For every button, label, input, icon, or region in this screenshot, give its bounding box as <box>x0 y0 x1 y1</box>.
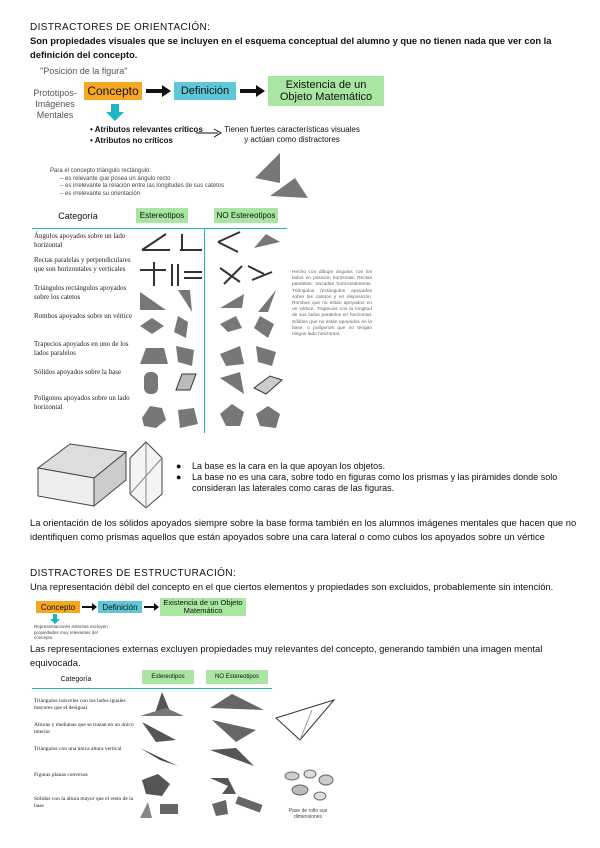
triangle-outline-illustration <box>272 696 340 744</box>
coins-illustration <box>282 768 336 808</box>
section-heading-structuring: DISTRACTORES DE ESTRUCTURACIÓN: <box>30 568 237 579</box>
diagram2-note: Representaciones externas excluyen propiedades muy relevantes del concepto <box>34 624 108 640</box>
section-heading-orientation: DISTRACTORES DE ORIENTACIÓN: <box>30 22 211 33</box>
structuring-table <box>32 670 272 820</box>
table-row-label: Trapecios apoyados en uno de los lados paralelos <box>34 340 129 357</box>
table-row-label: Sólidos con la altura mayor que el resto de la base <box>34 796 134 809</box>
existence-box: Existencia de un Objeto Matemático <box>268 76 384 106</box>
list-item: ● La base no es una cara, sobre todo en figuras como los prismas y las pirámides donde solo consideran las laterales como caras de las figuras. <box>176 472 576 494</box>
attribute-not-critical: • Atributos no críticos <box>90 136 173 145</box>
arrow-right-icon <box>240 84 266 98</box>
list-item-text: La base es la cara en la que apoyan los objetos. <box>192 461 386 471</box>
table-header-non-stereotypes: NO Estereotipos <box>206 670 268 684</box>
table-row-label: Triángulos isósceles con los lados iguales mayores que el desigual <box>34 698 126 711</box>
note-line-text: es relevante que posea un ángulo recto <box>65 175 171 182</box>
table-row-label: Triángulos con una única altura vertical <box>34 746 122 752</box>
arrow-down-icon <box>50 614 60 624</box>
definition-box: Definición <box>174 82 236 100</box>
table-header-stereotypes: Estereotipos <box>142 670 194 684</box>
table-row-label: Polígonos apoyados sobre un lado horizontal <box>34 394 130 411</box>
arrow-right-icon <box>82 602 98 612</box>
solids-bullet-list <box>176 461 576 494</box>
structuring-shapes <box>136 690 272 820</box>
table-row-label: Sólidos apoyados sobre la base <box>34 368 122 376</box>
note-line-text: es irrelevante su orientación <box>65 190 141 197</box>
table-header-non-stereotypes: NO Estereotipos <box>214 208 278 223</box>
stereotype-shapes <box>136 228 286 436</box>
section-intro-orientation: Son propiedades visuales que se incluyen en el esquema conceptual del alumno y que no tienen nada que ver con la definición del concepto. <box>30 35 552 60</box>
table-row-label: Figuras planas convexas <box>34 772 88 778</box>
section-intro-structuring: Una representación débil del concepto en el que ciertos elementos y propiedades son excluidos, probablemente sin intención. <box>30 581 554 592</box>
table-row-label: Ángulos apoyados sobre un lado horizontal <box>34 232 126 249</box>
stereotypes-table <box>32 206 287 436</box>
note-title: Para el concepto triángulo rectángulo: <box>50 168 152 174</box>
table-divider <box>32 688 272 689</box>
prototypes-label: Prototipos- Imágenes Mentales <box>33 88 77 120</box>
list-item-text: La base no es una cara, sobre todo en figuras como los prismas y las pirámides donde solo consideran las laterales como caras de las figuras. <box>192 472 558 493</box>
coins-caption: Pase de rollo sus dimensiones <box>288 808 328 820</box>
list-item: ● La base es la cara en la que apoyan los objetos. <box>176 461 386 471</box>
note-line-text: es irrelevante la relación entre las longitudes de sus catetos <box>65 183 225 189</box>
concept-box: Concepto <box>84 82 142 100</box>
table-row-label: Triángulos rectángulos apoyados sobre los catetos <box>34 284 127 301</box>
note-line: – es relevante que posea un ángulo recto <box>60 175 171 182</box>
definition-box: Definición <box>98 601 142 613</box>
right-triangle-note <box>50 168 240 198</box>
distractor-note: Tienen fuertes características visuales y actúan como distractores <box>224 125 360 144</box>
diagram-caption: "Posición de la figura" <box>40 66 128 76</box>
external-representations-paragraph: Las representaciones externas excluyen propiedades muy relevantes del concepto, generando también una imagen mental equivocada. <box>30 643 543 668</box>
table-row-label: Rectas paralelas y perpendiculares que son horizontales y verticales <box>34 256 131 273</box>
arrow-right-icon <box>144 602 160 612</box>
attribute-relevant-text: Atributos relevantes críticos <box>94 125 203 134</box>
table-header-category: Categoría <box>58 211 98 221</box>
concept-box: Concepto <box>36 601 80 613</box>
table-row-label: Alturas y medianas que se trazan en un único interior <box>34 722 134 735</box>
arrow-right-icon <box>146 84 172 98</box>
triangles-illustration <box>250 148 320 204</box>
attribute-not-critical-text: Atributos no críticos <box>94 136 173 145</box>
table-row-label: Rombos apoyados sobre un vértice <box>34 312 132 320</box>
table-header-stereotypes: Estereotipos <box>136 208 188 223</box>
orientation-paragraph: La orientación de los sólidos apoyados siempre sobre la base forma también en los alumnos imágenes mentales que hacen que no identifiquen como prismas aquellos que están apoyados sobre una cara lateral o como cubos los apoyados sobre un vértice <box>30 517 577 542</box>
table-side-note: Hecho con dibujar ángulos con los lados en posición horizontal. Rectas paralelas: trazadas horizontalmente. Triángulos rectángulos apoyados sobre los catetos y en disposición. Rombos que no están apoyados en un vértice. Trapecios con la longitud de sus lados paralelos en horizontal. Sólidos que no están apoyados en la base, o polígonos que no tengan ningún lado horizontal. <box>292 270 372 338</box>
existence-box: Existencia de un Objeto Matemático <box>160 598 246 616</box>
arrow-down-icon <box>106 104 124 122</box>
note-line: – es irrelevante su orientación <box>60 190 141 197</box>
solids-illustration <box>34 438 174 510</box>
note-line: – es irrelevante la relación entre las longitudes de sus catetos <box>60 183 225 189</box>
table-header-category: Categoría <box>60 675 92 683</box>
arrow-right-icon <box>196 128 224 138</box>
attributes-list <box>90 124 203 146</box>
attribute-relevant: • Atributos relevantes críticos <box>90 125 203 134</box>
